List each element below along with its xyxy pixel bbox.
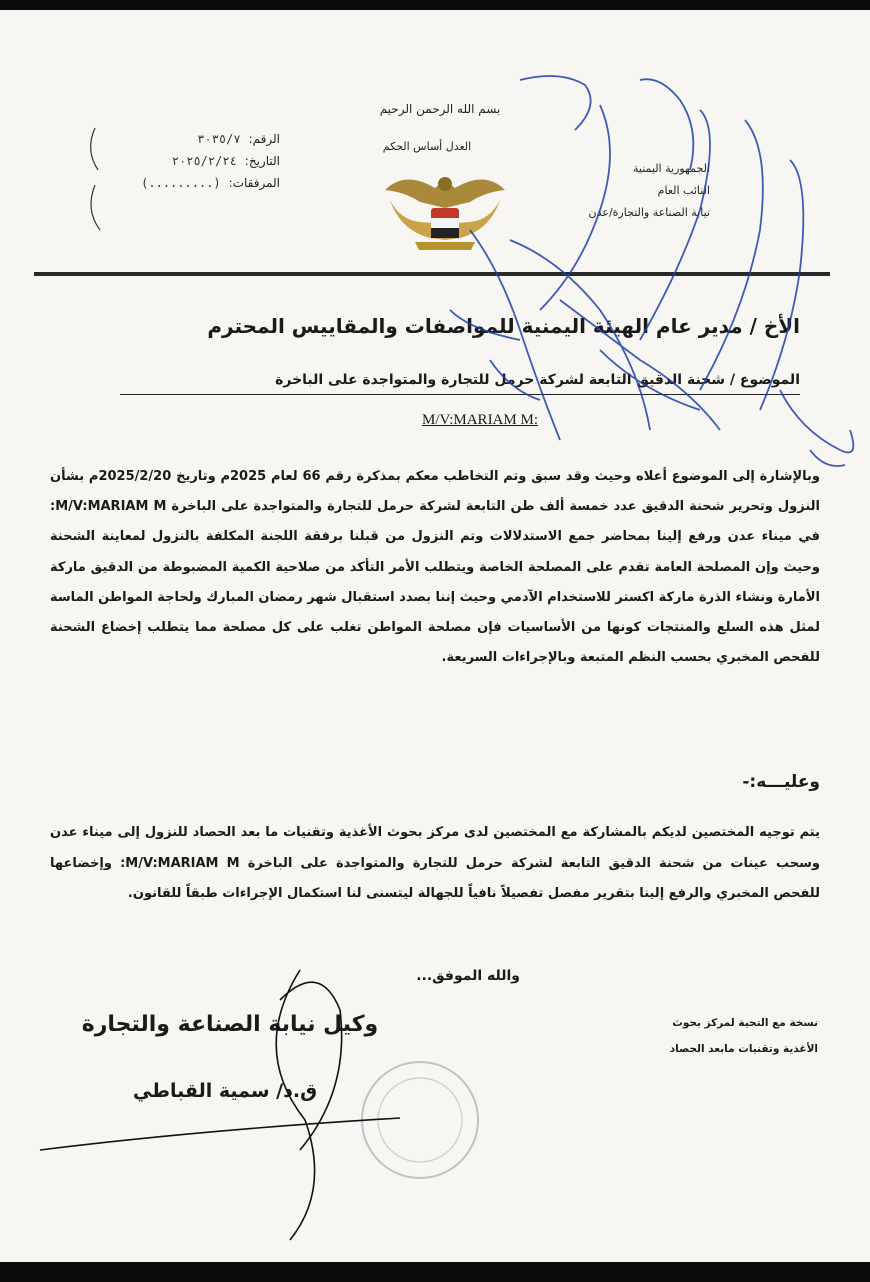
photo-frame-top: [0, 0, 870, 10]
subject-line: الموضوع / شحنة الدقيق التابعة لشركة حرمل للتجارة والمتواجدة على الباخرة: [120, 372, 800, 395]
copy-note-line-2: الأغذية وتقنيات مابعد الحصاد: [669, 1043, 818, 1055]
attachments-row: [80, 172, 280, 194]
authority-block: [560, 158, 710, 224]
reference-number-row: [80, 128, 280, 150]
reference-block: [80, 128, 280, 194]
reference-date-value: ٢٠٢٥/٢/٢٤: [171, 154, 237, 168]
reference-date-row: [80, 150, 280, 172]
signature-icon: [40, 970, 400, 1240]
photo-frame-bottom: [0, 1262, 870, 1282]
signatory-name: ق.د/ سمية القباطي: [132, 1080, 318, 1102]
letter-page: [0, 10, 870, 1262]
motto: العدل أساس الحكم: [382, 140, 472, 153]
addressee-line: الأخ / مدير عام الهيئة اليمنية للمواصفات والمقاييس المحترم: [207, 314, 800, 338]
copy-note-line-1: نسخة مع التحية لمركز بحوث: [672, 1017, 818, 1029]
attachments-value: (.........): [141, 176, 221, 190]
stamp-seal-icon: [362, 1062, 478, 1178]
header-divider: [34, 272, 830, 276]
closing-line: والله الموفق...: [416, 968, 520, 984]
authority-line-1: الجمهورية اليمنية: [632, 162, 710, 175]
signatory-title: وكيل نيابة الصناعة والتجارة: [81, 1012, 379, 1037]
reference-number-value: ٣٠٣٥/٧: [197, 132, 241, 146]
attachments-label: المرفقات:: [228, 176, 280, 190]
basmala: بسم الله الرحمن الرحيم: [379, 102, 501, 116]
authority-line-3: نيابة الصناعة والتجارة/عدن: [588, 206, 710, 219]
body-paragraph: وبالإشارة إلى الموضوع أعلاه وحيث وقد سبق وتم التخاطب معكم بمذكرة رقم 66 لعام 2025م وتاريخ 2025/2/20م بشأن النزول وتحرير شحنة الدقيق عدد خمسة ألف طن التابعة لشركة حرمل للتجارة والمتواجدة على الباخرة M/V:MARIAM M: في ميناء عدن ورفع إلينا بمحاضر جمع الاستدلالات وتم النزول من قبلنا برفقة اللجنة المكلفة بالنزول لمعاينة الشحنة وحيث وإن المصلحة العامة تقدم على المصلحة الخاصة ويتطلب الأمر التأكد من صلاحية الكمية المضبوطة من الدقيق ماركة الأمارة ونشاء الذرة ماركة اكستر للاستخدام الآدمي وحيث إننا بصدد استقبال شهر رمضان المبارك ولحاجة المواطن الماسة لمثل هذه السلع والمنتجات كونها من الأساسيات فإن مصلحة المواطن تغلب على كل مصلحة مما يتطلب إخضاع الشحنة للفحص المخبري بحسب النظم المتبعة وبالإجراءات السريعة.: [50, 469, 820, 666]
copy-note: [600, 1010, 818, 1062]
eagle-emblem-icon: [375, 160, 515, 255]
handwritten-annotation-icon: [450, 76, 853, 466]
reference-date-label: التاريخ:: [244, 154, 280, 168]
authority-line-2: النائب العام: [657, 184, 710, 197]
reference-number-label: الرقم:: [248, 132, 280, 146]
vessel-name: M/V:MARIAM M:: [422, 412, 538, 428]
directive-paragraph: يتم توجيه المختصين لديكم بالمشاركة مع المختصين لدى مركز بحوث الأغذية وتقنيات ما بعد الحصاد للنزول إلى ميناء عدن وسحب عينات من شحنة الدقيق التابعة لشركة حرمل للتجارة والمتواجدة على الباخرة M/V:MARIAM M: وإخضاعها للفحص المخبري والرفع إلينا بتقرير مفصل تفصيلاً نافياً للجهالة ليتسنى لنا استكمال الإجراءات طبقاً للقانون.: [50, 825, 820, 901]
whereupon-heading: وعليـــه:-: [742, 772, 820, 792]
